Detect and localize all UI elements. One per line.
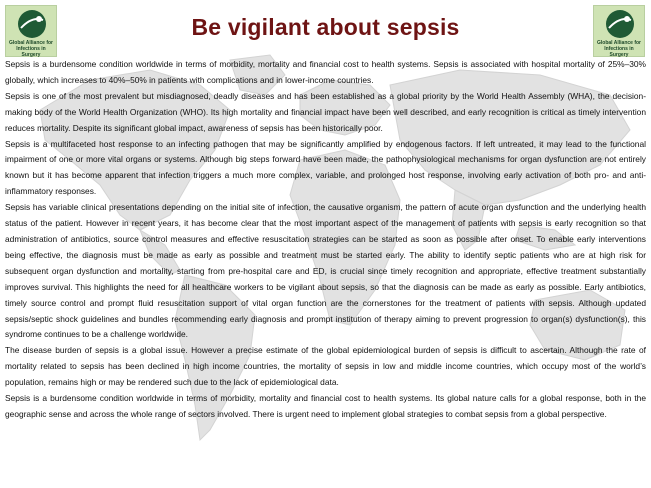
header [0, 0, 651, 64]
paragraph-global-burden: The disease burden of sepsis is a global issue. However a precise estimate of the global epidemiological burden of sepsis is difficult to ascertain. Although the rate of mortality related to sepsis has been declined in high income countries, the mortality of sepsis in low and middle income countries, which occupy most of the world’s population, remains high or may be rendered such due to the lack of epidemiological data. [5, 345, 646, 388]
globe-icon [604, 8, 636, 40]
global-alliance-logo [593, 5, 645, 57]
logo-caption: Global Alliance for Infections in Surgery [9, 40, 53, 58]
body-text [5, 57, 646, 423]
paragraph-host-response: Sepsis is a multifaceted host response to an infecting pathogen that may be significantly amplified by endogenous factors. If left untreated, it may lead to the functional impairment of one or more vital organs or systems. Although big steps forward have been made, the pathophysiological mechanisms for organ dysfunction are not entirely known but it has become apparent that infection triggers a much more complex, variable, and prolonged host response, involving early activation of both pro- and anti-inflammatory responses. [5, 138, 646, 197]
paragraph-global-response: Sepsis is a burdensome condition worldwide in terms of morbidity, mortality and financial cost to health systems. Its global nature calls for a global response, both in the geographic sense and across the whole range of sectors involved. There is urgent need to implement global strategies to combat sepsis from a global perspective. [5, 393, 646, 419]
paragraph-burden: Sepsis is a burdensome condition worldwide in terms of morbidity, mortality and financial cost to health systems. Sepsis is associated with hospital mortality of 25%–30% globally, which increases to 40%–50% in patients with complications and in lower-income countries. [5, 59, 646, 85]
page-title: Be vigilant about sepsis [191, 14, 460, 40]
paragraph-priority: Sepsis is one of the most prevalent but misdiagnosed, deadly diseases and has been established as a global priority by the World Health Assembly (WHA), the decision-making body of the World Health Organization (WHO). Its high mortality and financial impact have been well described, and early recognition is critical as timely intervention reduces mortality. Despite its significant global impact, awareness of sepsis has been historically poor. [5, 90, 646, 133]
logo-caption: Global Alliance for Infections in Surgery [597, 40, 641, 58]
paragraph-clinical-presentations: Sepsis has variable clinical presentations depending on the initial site of infection, the causative organism, the pattern of acute organ dysfunction and the underlying health status of the patient. However in recent years, it has become clear that the most important aspect of the management of patients with sepsis is early recognition so that administration of antibiotics, source control measures and effective resuscitation strategies can be started as soon as possible after onset. To enable early interventions being effective, the diagnosis must be made as early as possible and treatment must be started early. The ability to identify septic patients who are at high risk for subsequent organ dysfunction and mortality, starting from pre-hospital care and ED, is crucial since timely recognition and appropriate, effective treatment substantially improves survival. This highlights the need for all healthcare workers to be vigilant about sepsis, so that the diagnosis can be made as early as possible. Early antibiotics, timely source control and prompt fluid resuscitation support of vital organ function are the cornerstones for the treatment of patients with sepsis. Although updated sepsis/septic shock guidelines and bundles recommending early diagnosis and prompt institution of therapy aiming to prevent progression to organ(s) dysfunction(s), this syndrome continues to be a challenge worldwide. [5, 202, 646, 340]
